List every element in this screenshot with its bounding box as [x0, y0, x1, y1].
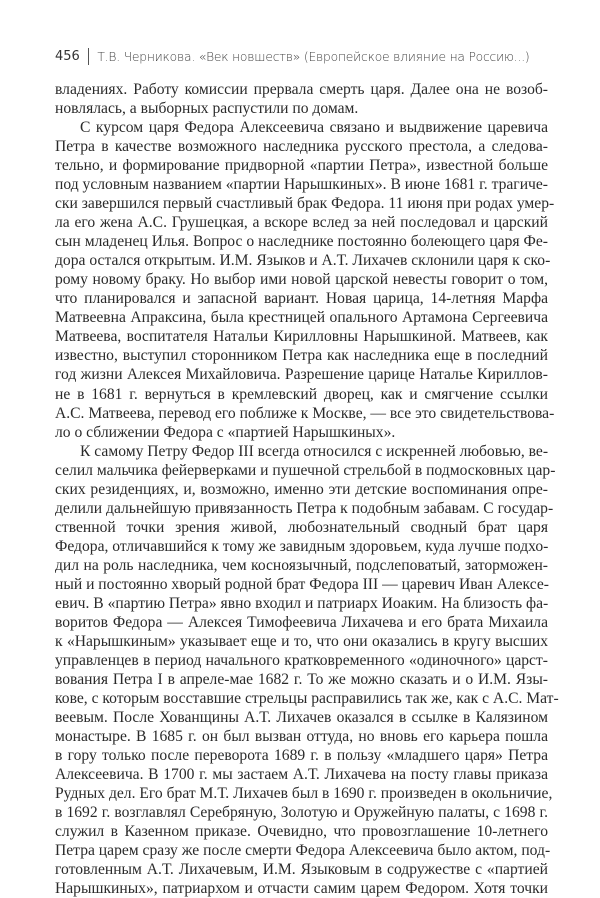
text-line: А.С. Матвеева, перевод его поближе к Москве, — все это свидетельствова- [55, 404, 555, 422]
text-line: сын младенец Илья. Вопрос о наследнике постоянно болеющего царя Фе- [55, 233, 548, 251]
text-line: Петра царем сразу же после смерти Федора Алексеевича было актом, под- [55, 842, 551, 860]
text-line: ски завершился первый счастливый брак Федора. 11 июня при родах умер- [55, 195, 555, 213]
text-line: к «Нарышкиным» указывает еще и то, что они оказались в кругу высших [55, 632, 548, 650]
text-line: новлялась, а выборных распустили по домам. [55, 100, 359, 118]
running-title: Т.В. Черникова. «Век новшеств» (Европейское влияние на Россию...) [97, 49, 530, 64]
text-line: ла его жена А.С. Грушецкая, а вскоре вслед за ней последовал и царский [55, 214, 548, 232]
text-line: селил мальчика фейерверками и пушечной стрельбой в подмосковных цар- [55, 461, 556, 479]
text-line: рому новому браку. Но выбор ими новой царской невесты говорит о том, [55, 271, 548, 289]
text-line: Матвеева, воспитателя Натальи Кирилловны Нарышкиной. Матвеев, как [55, 328, 548, 346]
text-line: тельно, и формирование придворной «партии Петра», известной больше [55, 157, 548, 175]
running-header [55, 48, 530, 65]
text-line: готовленным А.Т. Лихачевым, И.М. Языковым в содружестве с «партией [55, 861, 548, 879]
text-line: Матвеевна Апраксина, была крестницей опального Артамона Сергеевича [55, 309, 548, 327]
text-line: кове, с которым восставшие стрельцы расправились так же, как с А.С. Мат- [55, 690, 559, 707]
text-line: Рудных дел. Его брат М.Т. Лихачев был в 1690 г. произведен в окольничие, [55, 785, 553, 803]
paragraph [55, 442, 559, 898]
text-line: владениях. Работу комиссии прервала смерть царя. Далее она не возоб- [55, 81, 548, 98]
text-line: вования Петра I в апреле-мае 1682 г. То же можно сказать и о И.М. Язы- [55, 670, 548, 688]
text-line: что планировался и запасной вариант. Новая царица, 14-летняя Марфа [55, 290, 548, 308]
text-line: ских резиденциях, и, возможно, именно эти детские воспоминания опре- [55, 480, 548, 498]
text-line: дил на роль наследника, чем косноязычный, подслеповатый, заторможен- [55, 556, 548, 574]
text-line: в 1692 г. возглавлял Серебряную, Золотую и Оружейную палаты, с 1698 г. [55, 804, 548, 822]
text-line: евич. В «партию Петра» явно входил и патриарх Иоаким. На близость фа- [55, 594, 549, 612]
page-body [55, 80, 559, 898]
text-line: Алексеевича. В 1700 г. мы застаем А.Т. Лихачева на посту главы приказа [55, 766, 548, 784]
text-line: под условным названием «партии Нарышкиных». В июне 1681 г. трагиче- [55, 176, 548, 194]
text-line: не в 1681 г. вернуться в кремлевский дворец, как и смягчение ссылки [55, 385, 548, 403]
text-line: в гору только после переворота 1689 г. в пользу «младшего царя» Петра [55, 747, 548, 765]
page-number: 456 [55, 49, 80, 64]
text-line: служил в Казенном приказе. Очевидно, что провозглашение 10-летнего [55, 823, 548, 841]
text-line: управленцев в период начального кратковременного «одиночного» царст- [55, 651, 548, 669]
text-line: воритов Федора — Алексея Тимофеевича Лихачева и его брата Михаила [55, 613, 548, 631]
text-line: известно, выступил сторонником Петра как наследника еще в последний [55, 347, 548, 365]
paragraph [55, 80, 548, 118]
text-line: Нарышкиных», патриархом и отчасти самим царем Федором. Хотя точки [55, 880, 548, 898]
text-line: ственной точки зрения живой, любознательный сводный брат царя [55, 518, 548, 536]
text-line: Петра в качестве возможного наследника русского престола, а следова- [55, 138, 548, 156]
header-divider [88, 48, 90, 65]
paragraph [55, 118, 555, 442]
text-line: К самому Петру Федор III всегда относился с искренней любовью, ве- [80, 442, 549, 460]
text-line: С курсом царя Федора Алексеевича связано и выдвижение царевича [80, 119, 548, 137]
text-line: дора остался открытым. И.М. Языков и А.Т. Лихачев склонили царя к ско- [55, 252, 551, 270]
text-line: год жизни Алексея Михайловича. Разрешение царице Наталье Кириллов- [55, 366, 548, 384]
text-line: веевым. После Хованщины А.Т. Лихачев оказался в ссылке в Калязином [55, 709, 548, 727]
text-line: ло о сближении Федора с «партией Нарышкиных». [55, 423, 396, 441]
text-line: монастыре. В 1685 г. он был вызван оттуда, но вновь его карьера пошла [55, 728, 548, 746]
text-line: ный и постоянно хворый родной брат Федора III — царевич Иван Алексе- [55, 575, 549, 593]
text-line: делили дальнейшую привязанность Петра к подобным забавам. С государ- [55, 499, 554, 517]
text-line: Федора, отличавшийся к тому же завидным здоровьем, куда лучше подхо- [55, 537, 549, 555]
